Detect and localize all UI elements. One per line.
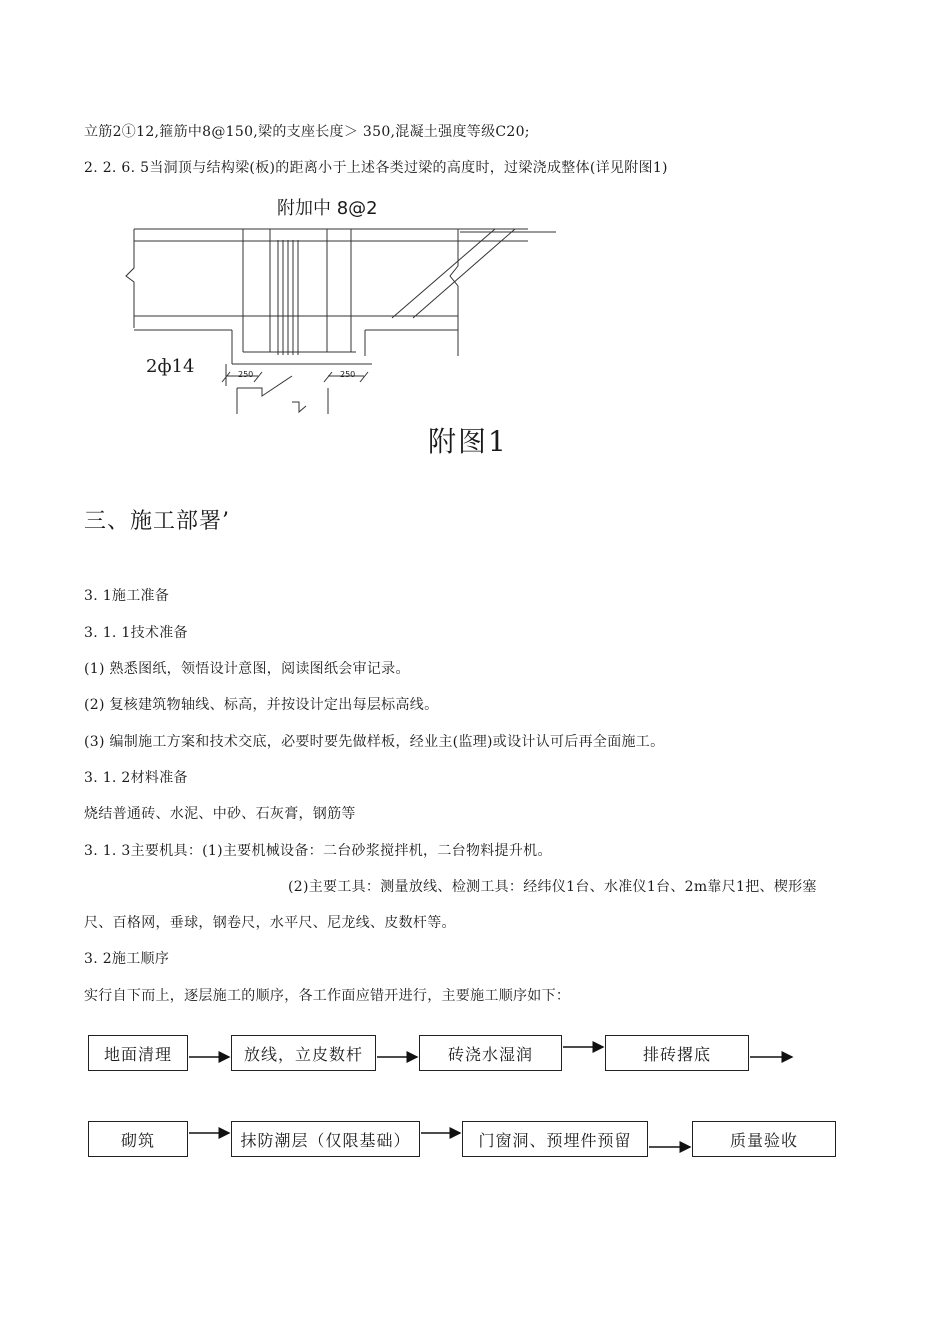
flow-step-masonry: 砌筑 [88, 1121, 188, 1157]
text-line-1: 立筋2①12,箍筋中8@150,梁的支座长度＞ 350,混凝土强度等级C20; [84, 124, 530, 140]
flow-step-brick-layout: 排砖撂底 [605, 1035, 749, 1071]
figure-rebar-label: 附加中 8@2 [277, 198, 378, 219]
body-line-4: (2) 复核建筑物轴线、标高，并按设计定出每层标高线。 [84, 697, 439, 713]
body-line-5: (3) 编制施工方案和技术交底，必要时要先做样板，经业主(监理)或设计认可后再全面施工。 [84, 734, 665, 750]
flow-step-inspection: 质量验收 [692, 1121, 836, 1157]
flow-step-layout: 放线，立皮数杆 [231, 1035, 376, 1071]
body-line-10: 尺、百格网，垂球，钢卷尺，水平尺、尼龙线、皮数杆等。 [84, 915, 456, 931]
figure-caption: 附图1 [428, 425, 508, 458]
flow-step-wet-bricks: 砖浇水湿润 [419, 1035, 562, 1071]
figure-dim-left: 250 [238, 370, 254, 379]
body-line-2: 3. 1. 1技术准备 [84, 625, 188, 641]
body-line-3: (1) 熟悉图纸，领悟设计意图，阅读图纸会审记录。 [84, 661, 410, 677]
body-line-7: 烧结普通砖、水泥、中砂、石灰膏，钢筋等 [84, 806, 356, 822]
text-line-2: 2. 2. 6. 5当洞顶与结构梁(板)的距离小于上述各类过梁的高度时，过梁浇成整体(详见附图1) [84, 160, 668, 176]
body-line-11: 3. 2施工顺序 [84, 951, 170, 967]
body-line-1: 3. 1施工准备 [84, 588, 170, 604]
figure-bar-label: 2ф14 [146, 356, 195, 377]
body-line-6: 3. 1. 2材料准备 [84, 770, 188, 786]
body-line-9: (2)主要工具：测量放线、检测工具：经纬仪1台、水准仪1台、2m靠尺1把、楔形塞 [288, 879, 817, 895]
flow-step-ground-cleaning: 地面清理 [88, 1035, 188, 1071]
body-line-12: 实行自下而上，逐层施工的顺序，各工作面应错开进行，主要施工顺序如下： [84, 988, 571, 1004]
flow-step-damp-proofing: 抹防潮层（仅限基础） [231, 1121, 420, 1157]
section-heading: 三、施工部署’ [84, 509, 230, 534]
flow-step-openings: 门窗洞、预埋件预留 [462, 1121, 648, 1157]
figure-dim-right: 250 [340, 370, 356, 379]
body-line-8: 3. 1. 3主要机具：(1)主要机械设备：二台砂浆搅拌机，二台物料提升机。 [84, 843, 552, 859]
